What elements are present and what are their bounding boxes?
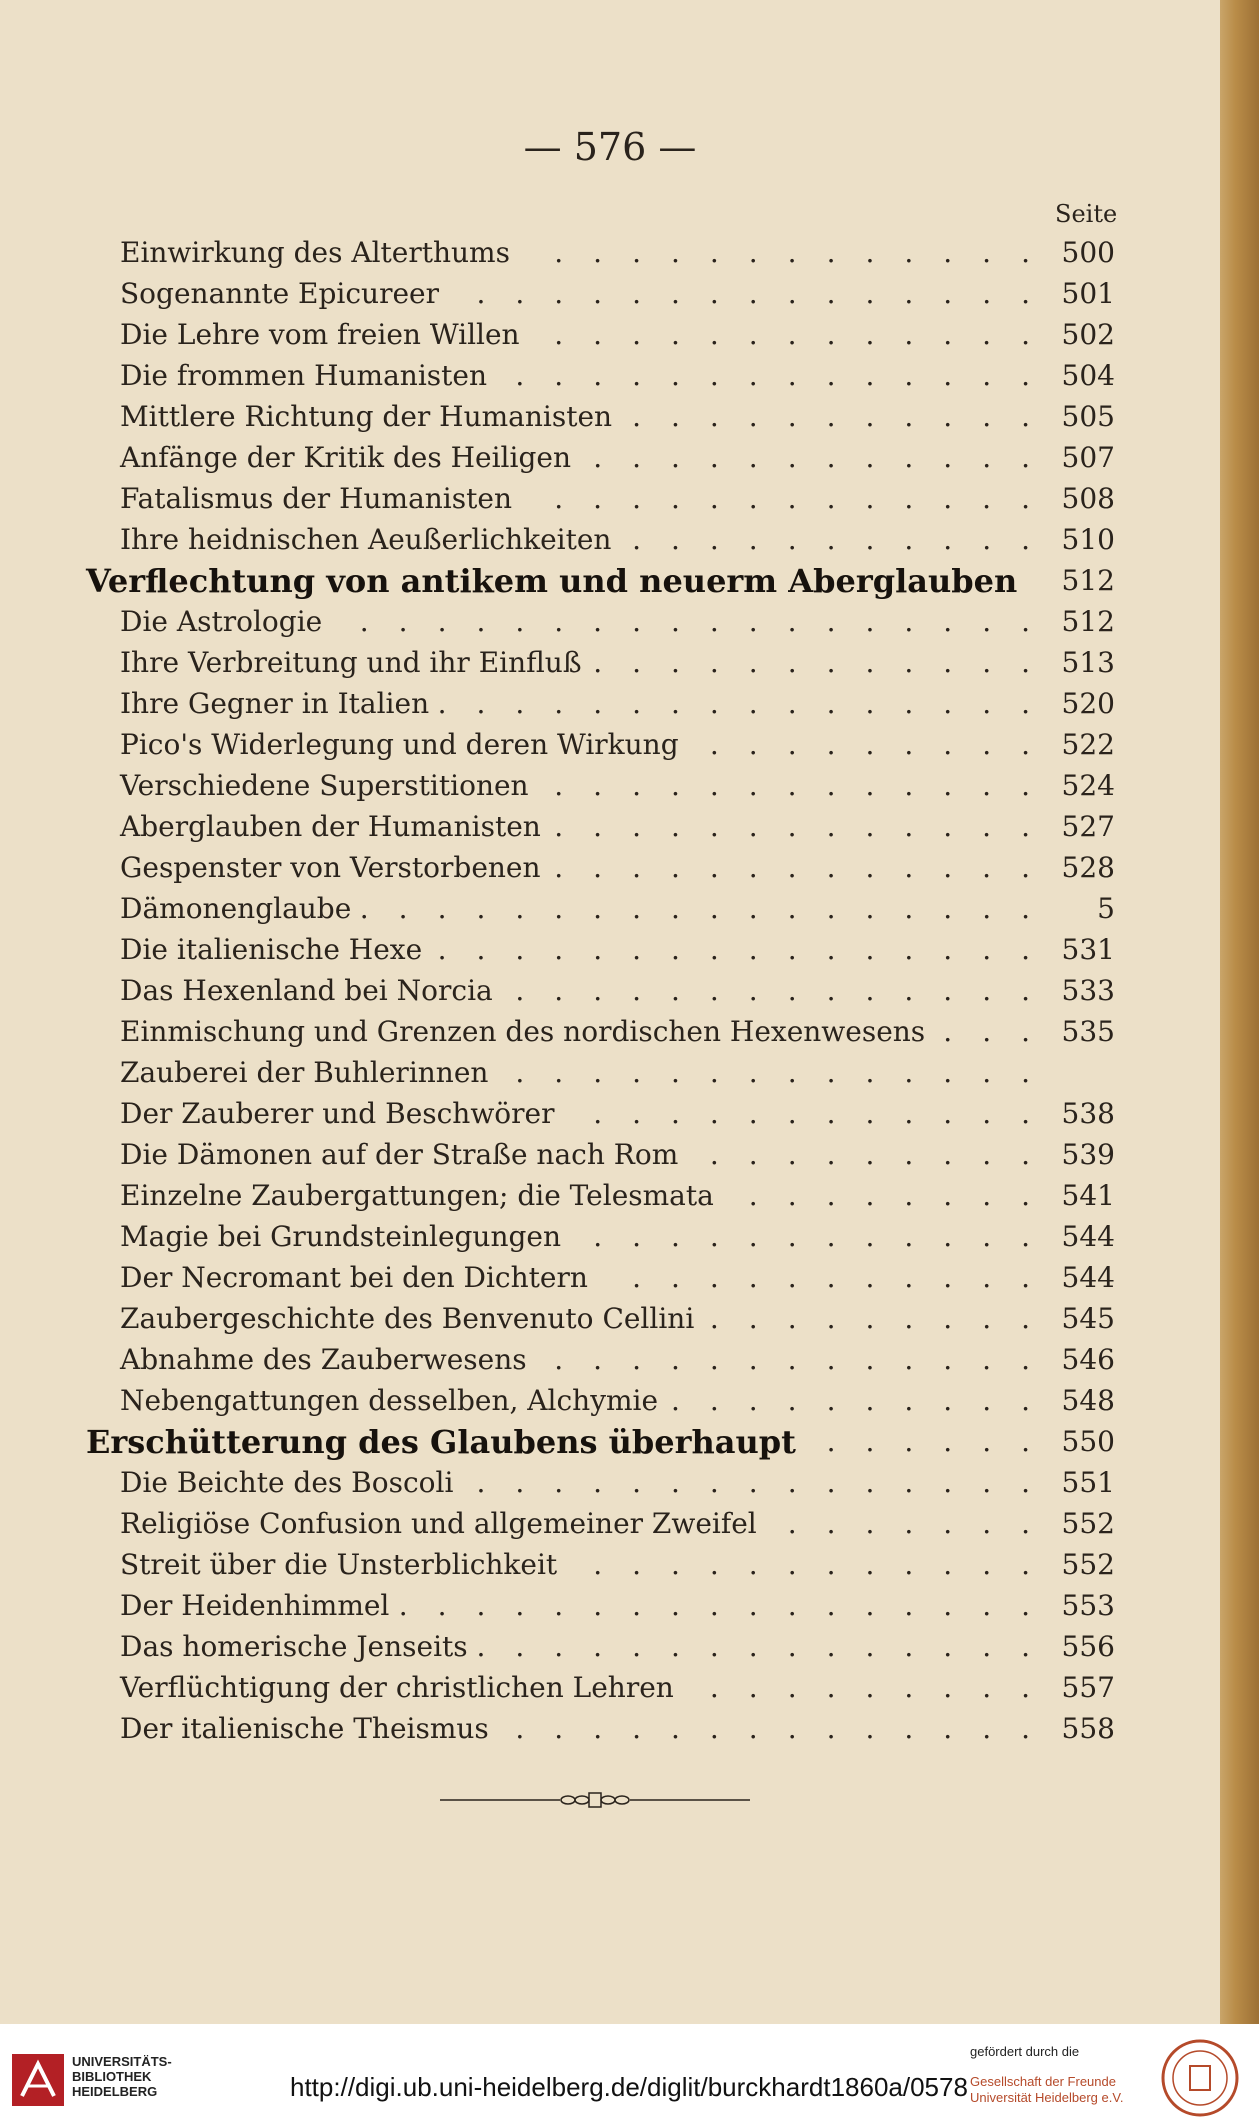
toc-entry (0, 1339, 1220, 1380)
toc-leader-dots: .............. (515, 359, 1060, 392)
toc-entry (0, 355, 1220, 396)
toc-entry (0, 1011, 1220, 1052)
toc-entry (0, 1380, 1220, 1421)
toc-entry-page: 507 (1061, 441, 1115, 474)
toc-entry-title: Die Dämonen auf der Straße nach Rom (120, 1138, 679, 1171)
toc-entry-title: Verflüchtigung der christlichen Lehren (120, 1671, 674, 1704)
toc-entry-page: 527 (1061, 810, 1115, 843)
toc-entry-title: Zaubergeschichte des Benvenuto Cellini (120, 1302, 695, 1335)
toc-entry (0, 437, 1220, 478)
toc-entry-page: 541 (1061, 1179, 1115, 1212)
toc-entry (0, 1544, 1220, 1585)
toc-leader-dots: ............ (593, 441, 1060, 474)
toc-entry-page: 512 (1061, 605, 1115, 638)
toc-entry (0, 1134, 1220, 1175)
toc-entry (0, 847, 1220, 888)
toc-leader-dots: ............... (476, 277, 1060, 310)
library-logo-icon (12, 2054, 64, 2106)
toc-leader-dots: ............ (593, 646, 1060, 679)
toc-entry-page: 501 (1061, 277, 1115, 310)
toc-entry-page: 502 (1061, 318, 1115, 351)
toc-entry-title: Der italienische Theismus (120, 1712, 489, 1745)
toc-entry (0, 1093, 1220, 1134)
page-number: — 576 — (523, 125, 697, 169)
toc-leader-dots: .............. (515, 1056, 1060, 1089)
toc-entry (0, 1626, 1220, 1667)
toc-entry (0, 1175, 1220, 1216)
toc-entry-title: Einmischung und Grenzen des nordischen Hexenwesens (120, 1015, 926, 1048)
toc-entry-title: Das homerische Jenseits (120, 1630, 468, 1663)
toc-entry-title: Das Hexenland bei Norcia (120, 974, 493, 1007)
toc-entry-page: 520 (1061, 687, 1115, 720)
toc-entry-page: 500 (1061, 236, 1115, 269)
toc-entry-page: 550 (1061, 1425, 1115, 1458)
toc-entry-page: 538 (1061, 1097, 1115, 1130)
toc-entry-page: 522 (1061, 728, 1115, 761)
toc-entry-title: Der Necromant bei den Dichtern (120, 1261, 588, 1294)
toc-entry-title: Streit über die Unsterblichkeit (120, 1548, 558, 1581)
toc-leader-dots: ................ (437, 933, 1060, 966)
toc-entry (0, 1052, 1220, 1093)
toc-entry-page: 548 (1061, 1384, 1115, 1417)
toc-entry-title: Die italienische Hexe (120, 933, 423, 966)
toc-entry (0, 1462, 1220, 1503)
toc-leader-dots: ........ (748, 1179, 1060, 1212)
toc-entry-page: 504 (1061, 359, 1115, 392)
toc-entry (0, 1298, 1220, 1339)
toc-entry-page: 513 (1061, 646, 1115, 679)
toc-entry (0, 273, 1220, 314)
toc-entry-page: 5 (1097, 892, 1115, 925)
toc-entry-title: Zauberei der Buhlerinnen (120, 1056, 489, 1089)
toc-entry-title: Der Heidenhimmel (120, 1589, 390, 1622)
toc-entry-page: 508 (1061, 482, 1115, 515)
toc-leader-dots: ......... (709, 1302, 1060, 1335)
toc-entry-title: Verschiedene Superstitionen (120, 769, 529, 802)
toc-entry-page: 552 (1061, 1507, 1115, 1540)
toc-leader-dots: ............. (554, 1343, 1060, 1376)
toc-entry-title: Erschütterung des Glaubens überhaupt (86, 1422, 796, 1461)
university-seal-icon (1160, 2038, 1240, 2118)
toc-entry-page: 531 (1061, 933, 1115, 966)
toc-entry-page: 512 (1061, 564, 1115, 597)
toc-entry-page: 545 (1061, 1302, 1115, 1335)
toc-leader-dots: ............. (554, 482, 1060, 515)
toc-leader-dots: ........... (632, 1261, 1060, 1294)
toc-entry-title: Einwirkung des Alterthums (120, 236, 510, 269)
toc-leader-dots: ............ (593, 1097, 1060, 1130)
toc-entry (0, 806, 1220, 847)
toc-entry-page: 553 (1061, 1589, 1115, 1622)
toc-leader-dots: ............ (593, 1220, 1060, 1253)
toc-leader-dots: ......... (709, 1138, 1060, 1171)
toc-entry-page: 544 (1061, 1261, 1115, 1294)
page-column-header: Seite (1055, 200, 1118, 228)
toc-entry-page: 528 (1061, 851, 1115, 884)
toc-entry-page: 544 (1061, 1220, 1115, 1253)
toc-entry-title: Anfänge der Kritik des Heiligen (120, 441, 571, 474)
toc-leader-dots: ... (943, 1015, 1060, 1048)
toc-leader-dots: ................. (398, 1589, 1060, 1622)
toc-leader-dots: ........... (632, 523, 1060, 556)
toc-leader-dots: ............ (593, 1548, 1060, 1581)
toc-entry (0, 1667, 1220, 1708)
toc-section-heading (0, 560, 1220, 601)
source-url-link[interactable]: http://digi.ub.uni-heidelberg.de/diglit/burckhardt1860a/0578 (290, 2072, 968, 2102)
toc-leader-dots: .......... (670, 1384, 1060, 1417)
toc-entry-page: 558 (1061, 1712, 1115, 1745)
toc-leader-dots: .............. (515, 974, 1060, 1007)
toc-entry (0, 232, 1220, 273)
toc-entry (0, 1257, 1220, 1298)
toc-leader-dots: ............... (476, 1630, 1060, 1663)
toc-entry (0, 1216, 1220, 1257)
toc-entry (0, 1585, 1220, 1626)
toc-leader-dots: ................ (437, 687, 1060, 720)
toc-leader-dots: ............... (476, 1466, 1060, 1499)
ornament-divider (440, 1785, 750, 1815)
toc-entry-page: 546 (1061, 1343, 1115, 1376)
toc-leader-dots: ......... (709, 1671, 1060, 1704)
toc-entry-page: 552 (1061, 1548, 1115, 1581)
toc-leader-dots: ....... (787, 1507, 1060, 1540)
toc-entry (0, 724, 1220, 765)
toc-entry-title: Verflechtung von antikem und neuerm Aberglauben (86, 561, 1018, 600)
toc-leader-dots: .................. (359, 605, 1060, 638)
toc-entry-title: Die Astrologie (120, 605, 323, 638)
toc-section-heading (0, 1421, 1220, 1462)
toc-entry-title: Der Zauberer und Beschwörer (120, 1097, 555, 1130)
toc-entry-title: Dämonenglaube (120, 892, 352, 925)
toc-entry-page: 551 (1061, 1466, 1115, 1499)
toc-entry (0, 396, 1220, 437)
toc-leader-dots: .................. (359, 892, 1060, 925)
toc-entry-page: 535 (1061, 1015, 1115, 1048)
toc-entry-title: Die frommen Humanisten (120, 359, 487, 392)
toc-entry (0, 519, 1220, 560)
toc-entry-page: 510 (1061, 523, 1115, 556)
toc-entry-title: Ihre heidnischen Aeußerlichkeiten (120, 523, 612, 556)
toc-entry-page: 505 (1061, 400, 1115, 433)
toc-leader-dots: ............. (554, 769, 1060, 802)
footer-bar (0, 2024, 1259, 2124)
toc-entry (0, 478, 1220, 519)
toc-leader-dots: .............. (515, 1712, 1060, 1745)
toc-entry-title: Mittlere Richtung der Humanisten (120, 400, 613, 433)
toc-entry (0, 314, 1220, 355)
toc-entry-title: Nebengattungen desselben, Alchymie (120, 1384, 659, 1417)
toc-entry-title: Sogenannte Epicureer (120, 277, 439, 310)
toc-entry (0, 888, 1220, 929)
toc-leader-dots: ............. (554, 851, 1060, 884)
toc-entry-title: Gespenster von Verstorbenen (120, 851, 541, 884)
toc-entry-title: Ihre Verbreitung und ihr Einfluß (120, 646, 582, 679)
toc-entry-title: Die Lehre vom freien Willen (120, 318, 520, 351)
toc-entry-page: 557 (1061, 1671, 1115, 1704)
toc-entry (0, 1708, 1220, 1749)
sponsor-name: Gesellschaft der Freunde Universität Heidelberg e.V. (970, 2074, 1124, 2105)
page-edge (1220, 0, 1259, 2024)
toc-entry-title: Abnahme des Zauberwesens (120, 1343, 527, 1376)
toc-entry-title: Pico's Widerlegung und deren Wirkung (120, 728, 679, 761)
toc-entry-title: Die Beichte des Boscoli (120, 1466, 454, 1499)
toc-entry-title: Ihre Gegner in Italien (120, 687, 430, 720)
toc-entry (0, 601, 1220, 642)
toc-entry-title: Aberglauben der Humanisten (120, 810, 541, 843)
toc-leader-dots: ............. (554, 236, 1060, 269)
toc-entry (0, 683, 1220, 724)
toc-entry (0, 970, 1220, 1011)
toc-leader-dots: ............. (554, 810, 1060, 843)
toc-entry-page: 533 (1061, 974, 1115, 1007)
sponsor-lead-text: gefördert durch die (970, 2044, 1080, 2059)
toc-leader-dots: ............. (554, 318, 1060, 351)
toc-entry-title: Magie bei Grundsteinlegungen (120, 1220, 562, 1253)
toc-entry-page: 539 (1061, 1138, 1115, 1171)
toc-leader-dots: ...... (826, 1425, 1060, 1458)
toc-entry (0, 642, 1220, 683)
toc-entry (0, 1503, 1220, 1544)
library-name: UNIVERSITÄTS- BIBLIOTHEK HEIDELBERG (72, 2054, 172, 2099)
toc-entry-page: 556 (1061, 1630, 1115, 1663)
toc-entry-title: Fatalismus der Humanisten (120, 482, 512, 515)
toc-entry-page: 524 (1061, 769, 1115, 802)
toc-entry-title: Religiöse Confusion und allgemeiner Zweifel (120, 1507, 757, 1540)
toc-leader-dots: ......... (709, 728, 1060, 761)
toc-leader-dots: ........... (632, 400, 1060, 433)
toc-entry-title: Einzelne Zaubergattungen; die Telesmata (120, 1179, 714, 1212)
toc-entry (0, 929, 1220, 970)
toc-entry (0, 765, 1220, 806)
